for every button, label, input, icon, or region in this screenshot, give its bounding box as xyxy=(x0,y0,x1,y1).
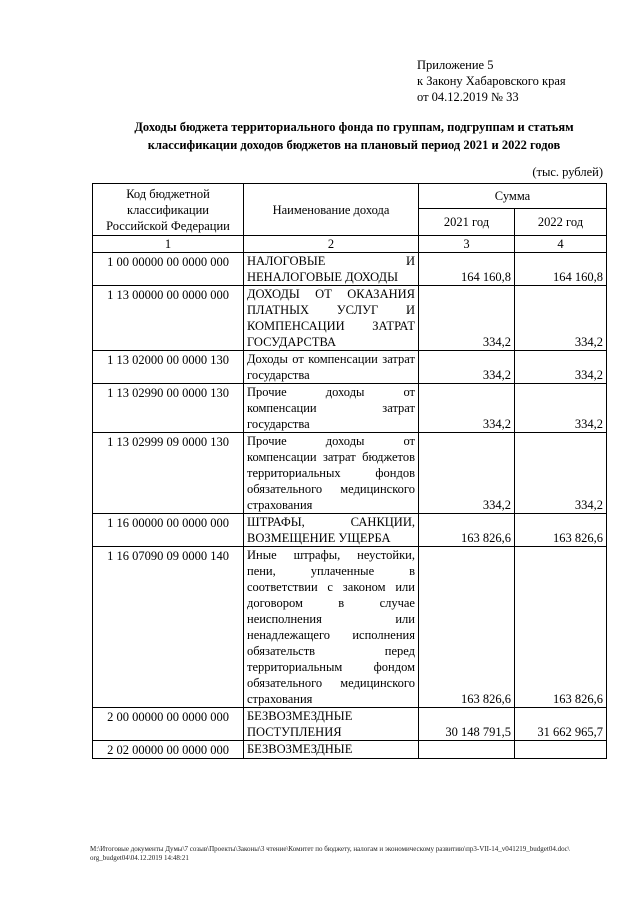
row-value-2021: 30 148 791,5 xyxy=(419,708,515,741)
row-code: 1 13 02000 00 0000 130 xyxy=(93,351,244,384)
row-value-2022: 334,2 xyxy=(515,384,607,433)
appendix-date: от 04.12.2019 № 33 xyxy=(417,90,519,104)
table-row xyxy=(93,351,607,384)
column-index: 3 xyxy=(419,236,515,253)
row-code: 1 00 00000 00 0000 000 xyxy=(93,253,244,286)
row-name: Прочие доходы от компенсации затрат бюджетов территориальных фондов обязательного медицинского страхования xyxy=(244,433,419,514)
row-value-2022: 163 826,6 xyxy=(515,514,607,547)
row-value-2021: 334,2 xyxy=(419,433,515,514)
header-sum: Сумма xyxy=(419,184,607,209)
table-row xyxy=(93,286,607,351)
row-name: Доходы от компенсации затрат государства xyxy=(244,351,419,384)
header-year-2022: 2022 год xyxy=(515,209,607,236)
table-row xyxy=(93,741,607,759)
row-name: БЕЗВОЗМЕЗДНЫЕ ПОСТУПЛЕНИЯ xyxy=(244,708,419,741)
row-name: ШТРАФЫ, САНКЦИИ, ВОЗМЕЩЕНИЕ УЩЕРБА xyxy=(244,514,419,547)
row-value-2021: 334,2 xyxy=(419,384,515,433)
row-code: 2 02 00000 00 0000 000 xyxy=(93,741,244,759)
row-code: 1 13 00000 00 0000 000 xyxy=(93,286,244,351)
table-row xyxy=(93,547,607,708)
header-code: Код бюджетной классификации Российской Федерации xyxy=(93,184,244,236)
budget-table xyxy=(92,183,607,759)
row-code: 1 13 02999 09 0000 130 xyxy=(93,433,244,514)
row-code: 1 16 00000 00 0000 000 xyxy=(93,514,244,547)
row-name: ДОХОДЫ ОТ ОКАЗАНИЯ ПЛАТНЫХ УСЛУГ И КОМПЕНСАЦИИ ЗАТРАТ ГОСУДАРСТВА xyxy=(244,286,419,351)
row-value-2021: 164 160,8 xyxy=(419,253,515,286)
row-code: 1 13 02990 00 0000 130 xyxy=(93,384,244,433)
table-row xyxy=(93,708,607,741)
table-row xyxy=(93,384,607,433)
row-value-2022: 163 826,6 xyxy=(515,547,607,708)
table-row xyxy=(93,253,607,286)
row-value-2022: 164 160,8 xyxy=(515,253,607,286)
row-value-2021: 163 826,6 xyxy=(419,514,515,547)
row-code: 1 16 07090 09 0000 140 xyxy=(93,547,244,708)
row-code: 2 00 00000 00 0000 000 xyxy=(93,708,244,741)
document-title: Доходы бюджета территориального фонда по группам, подгруппам и статьям классификации доходов бюджетов на плановый период 2021 и 2022 годов xyxy=(134,120,574,152)
column-index: 4 xyxy=(515,236,607,253)
row-name: БЕЗВОЗМЕЗДНЫЕ xyxy=(244,741,419,759)
row-value-2022 xyxy=(515,741,607,759)
row-value-2022: 31 662 965,7 xyxy=(515,708,607,741)
column-index: 2 xyxy=(244,236,419,253)
table-row xyxy=(93,433,607,514)
row-value-2021 xyxy=(419,741,515,759)
row-value-2021: 334,2 xyxy=(419,351,515,384)
file-path-footer: M:\Итоговые документы Думы\7 созыв\Проекты\Законы\3 чтение\Комитет по бюджету, налогам и экономическому развитию\пр3-VII-14_v041219_budget04.doc\ org_budget04\04.12.2019 14:48:21 xyxy=(90,845,570,862)
row-value-2021: 163 826,6 xyxy=(419,547,515,708)
row-name: Прочие доходы от компенсации затрат государства xyxy=(244,384,419,433)
header-year-2021: 2021 год xyxy=(419,209,515,236)
row-name: Иные штрафы, неустойки, пени, уплаченные в соответствии с законом или договором в случае неисполнения или ненадлежащего исполнения обязательств перед территориальным фондом обязательного медицинского страхования xyxy=(244,547,419,708)
row-value-2022: 334,2 xyxy=(515,351,607,384)
row-value-2022: 334,2 xyxy=(515,286,607,351)
column-index: 1 xyxy=(93,236,244,253)
appendix-number: Приложение 5 xyxy=(417,58,494,72)
appendix-header xyxy=(417,57,566,105)
row-value-2022: 334,2 xyxy=(515,433,607,514)
units-label: (тыс. рублей) xyxy=(532,165,603,179)
row-name: НАЛОГОВЫЕ И НЕНАЛОГОВЫЕ ДОХОДЫ xyxy=(244,253,419,286)
header-name: Наименование дохода xyxy=(244,184,419,236)
table-row xyxy=(93,514,607,547)
row-value-2021: 334,2 xyxy=(419,286,515,351)
appendix-law: к Закону Хабаровского края xyxy=(417,74,566,88)
